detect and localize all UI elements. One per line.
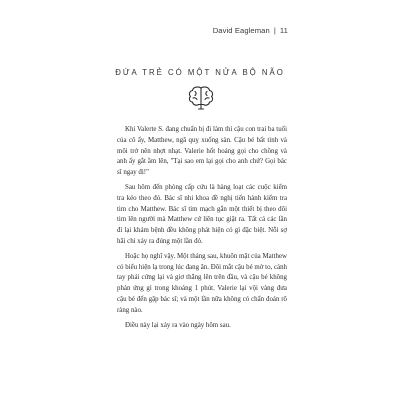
running-head (213, 26, 288, 35)
paragraph: Sau hôm đến phòng cấp cứu là hàng loạt các cuộc kiểm tra kéo theo đó. Bác sĩ nhi khoa đề nghị tiến hành kiểm tra tim cho Matthew. Bác sĩ tim mạch gắn một thiết bị theo dõi tim lên người mà Matthew cứ liên tục giật ra. Tất cả các lần đi lại khám bệnh đều không phát hiện có gì đặc biệt. Nỗi sợ hãi chỉ xảy ra đúng một lần đó. (117, 183, 287, 245)
chapter-title: ĐỨA TRẺ CÓ MỘT NỬA BỘ NÃO (115, 68, 285, 77)
paragraph: Hoặc họ nghĩ vậy. Một tháng sau, khuôn mặt của Matthew có biểu hiện lạ trong lúc đang ăn. Đôi mắt cậu bé mờ to, cánh tay phải cứng lại và giơ thẳng lên trên đầu, và cậu bé không phản ứng gì trong khoảng 1 phút. Valerie lại vội vàng đưa cậu bé đến gặp bác sĩ; và một lần nữa không có chẩn đoán rõ ràng nào. (117, 252, 287, 314)
body-text (117, 125, 287, 335)
header-separator: | (273, 26, 276, 35)
paragraph: Khi Valerte S. đang chuẩn bị đi làm thì cậu con trai ba tuổi của cô ấy, Matthew, ngã quỵ xuống sàn. Cậu bé bất tỉnh và môi trở nên nhợt nhạt. Valerie hốt hoảng gọi cho chồng và anh ấy gắt ầm lên, "Tại sao em lại gọi cho anh chứ? Gọi bác sĩ ngay đi!" (117, 126, 287, 177)
paragraph: Điều này lại xảy ra vào ngày hôm sau. (125, 321, 231, 329)
author-name: David Eagleman (212, 26, 270, 35)
page-number: 11 (279, 26, 288, 35)
brain-icon (187, 85, 215, 111)
